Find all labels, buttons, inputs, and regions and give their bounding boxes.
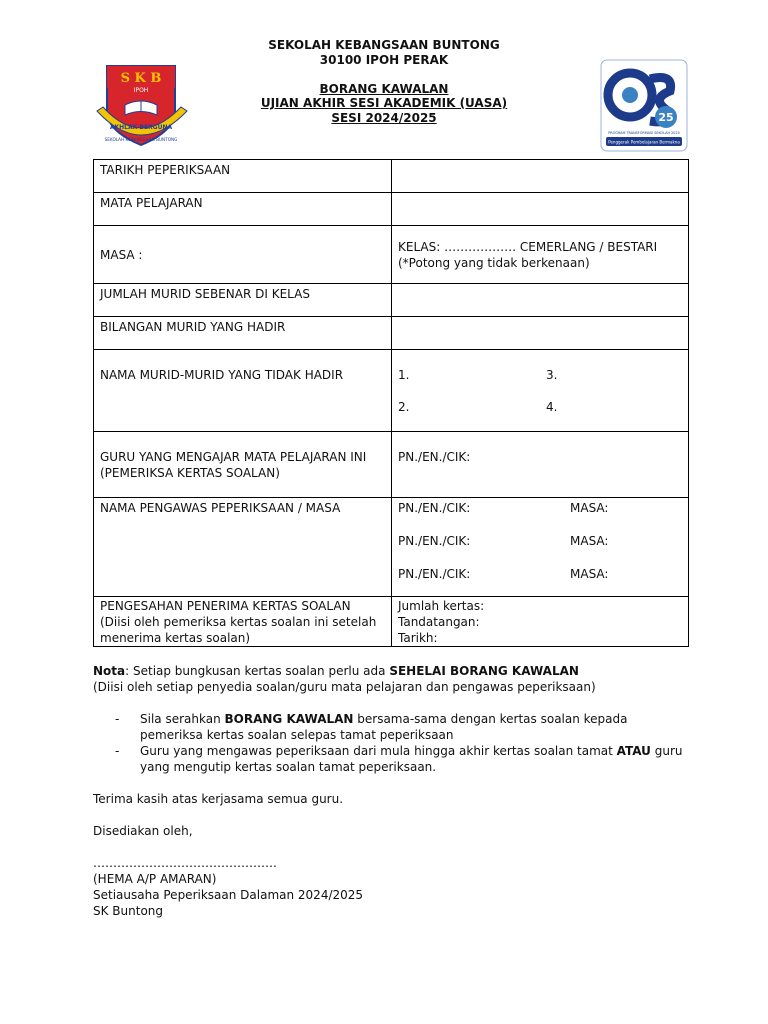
table-row [94, 160, 689, 193]
table-row [94, 226, 689, 284]
signatory-position: Setiausaha Peperiksaan Dalaman 2024/2025 [93, 888, 364, 902]
table-row [94, 193, 689, 226]
time-field: MASA: [570, 501, 609, 515]
exam-date-label: TARIKH PEPERIKSAAN [94, 160, 392, 193]
school-name: SEKOLAH KEBANGSAAN BUNTONG [268, 38, 500, 52]
absent-number: 1. [398, 368, 410, 382]
exam-date-field[interactable] [392, 160, 689, 193]
title-prefix: PN./EN./CIK: [398, 534, 471, 548]
pts-caption-top: PROGRAM TRANSFORMASI SEKOLAH 2025 [608, 131, 680, 135]
table-row [94, 317, 689, 350]
paper-count-label: Jumlah kertas: [398, 599, 485, 613]
subject-field[interactable] [392, 193, 689, 226]
list-item: - Sila serahkan BORANG KAWALAN bersama-sama dengan kertas soalan kepada pemeriksa kertas soalan selepas tamat peperiksaan [115, 712, 628, 742]
pts-number: 25 [658, 111, 674, 124]
form-title: BORANG KAWALAN [319, 81, 449, 96]
date-label: Tarikh: [398, 631, 438, 645]
invigilator-label: NAMA PENGAWAS PEPERIKSAAN / MASA [94, 498, 392, 597]
absent-number: 4. [546, 400, 558, 414]
signatory-name: (HEMA A/P AMARAN) [93, 872, 217, 886]
table-row [94, 432, 689, 498]
list-item: - Guru yang mengawas peperiksaan dari mula hingga akhir kertas soalan tamat ATAU guru yang mengutip kertas soalan tamat peperiksaan. [115, 744, 683, 774]
title-prefix: PN./EN./CIK: [398, 501, 471, 515]
crest-city: IPOH [133, 87, 149, 94]
notes-section [93, 663, 693, 919]
teacher-label-line: GURU YANG MENGAJAR MATA PELAJARAN INI [100, 449, 367, 464]
class-field[interactable] [392, 226, 689, 284]
nota-bold: SEHELAI BORANG KAWALAN [389, 664, 579, 678]
nota-line: Nota: Setiap bungkusan kertas soalan perlu ada SEHELAI BORANG KAWALAN [93, 664, 579, 678]
prepared-by-text: Disediakan oleh, [93, 824, 193, 838]
table-row [94, 597, 689, 647]
receipt-label [94, 597, 392, 647]
teacher-field[interactable] [392, 432, 689, 498]
crest-motto: AKHLAK BERGUNA [109, 124, 173, 131]
actual-students-field[interactable] [392, 284, 689, 317]
exam-name: UJIAN AKHIR SESI AKADEMIK (UASA) [260, 96, 508, 110]
receipt-field[interactable] [392, 597, 689, 647]
absent-number: 3. [546, 368, 558, 382]
time-field: MASA: [570, 534, 609, 548]
time-field: MASA: [570, 567, 609, 581]
teacher-label-line: (PEMERIKSA KERTAS SOALAN) [100, 465, 280, 480]
school-address: 30100 IPOH PERAK [319, 52, 449, 67]
crest-ring-text: SEKOLAH KEBANGSAAN BUNTONG [104, 137, 178, 142]
control-form-table [93, 159, 689, 647]
school-crest-logo [95, 63, 190, 149]
class-line: KELAS: ……………… CEMERLANG / BESTARI [398, 239, 658, 254]
pts-2025-logo [600, 59, 688, 152]
fill-note: (Diisi oleh setiap penyedia soalan/guru mata pelajaran dan pengawas peperiksaan) [93, 680, 596, 694]
time-label: MASA : [94, 226, 392, 284]
absent-students-field[interactable] [392, 350, 689, 432]
table-row [94, 284, 689, 317]
signatory-school: SK Buntong [93, 904, 164, 918]
present-students-field[interactable] [392, 317, 689, 350]
receipt-label-line: PENGESAHAN PENERIMA KERTAS SOALAN [100, 599, 351, 613]
crest-initials: S K B [120, 71, 162, 86]
absent-number: 2. [398, 400, 410, 414]
subject-label: MATA PELAJARAN [94, 193, 392, 226]
teacher-label [94, 432, 392, 498]
thanks-text: Terima kasih atas kerjasama semua guru. [93, 792, 344, 806]
class-note: (*Potong yang tidak berkenaan) [398, 255, 590, 270]
actual-students-label: JUMLAH MURID SEBENAR DI KELAS [94, 284, 392, 317]
receipt-label-line: menerima kertas soalan) [100, 631, 251, 645]
title-prefix: PN./EN./CIK: [398, 567, 471, 581]
table-row [94, 498, 689, 597]
title-prefix: PN./EN./CIK: [398, 449, 471, 464]
signature-line: ………………………………………. [93, 856, 277, 870]
pts-caption-bottom: Penggerak Pembelajaran Bermakna [608, 139, 680, 145]
invigilator-field[interactable] [392, 498, 689, 597]
table-row [94, 350, 689, 432]
receipt-label-line: (Diisi oleh pemeriksa kertas soalan ini setelah [100, 615, 377, 629]
signature-label: Tandatangan: [398, 615, 480, 629]
absent-students-label: NAMA MURID-MURID YANG TIDAK HADIR [94, 350, 392, 432]
instruction-list [93, 711, 693, 775]
session-label: SESI 2024/2025 [331, 110, 437, 125]
present-students-label: BILANGAN MURID YANG HADIR [94, 317, 392, 350]
nota-label: Nota [93, 664, 126, 678]
